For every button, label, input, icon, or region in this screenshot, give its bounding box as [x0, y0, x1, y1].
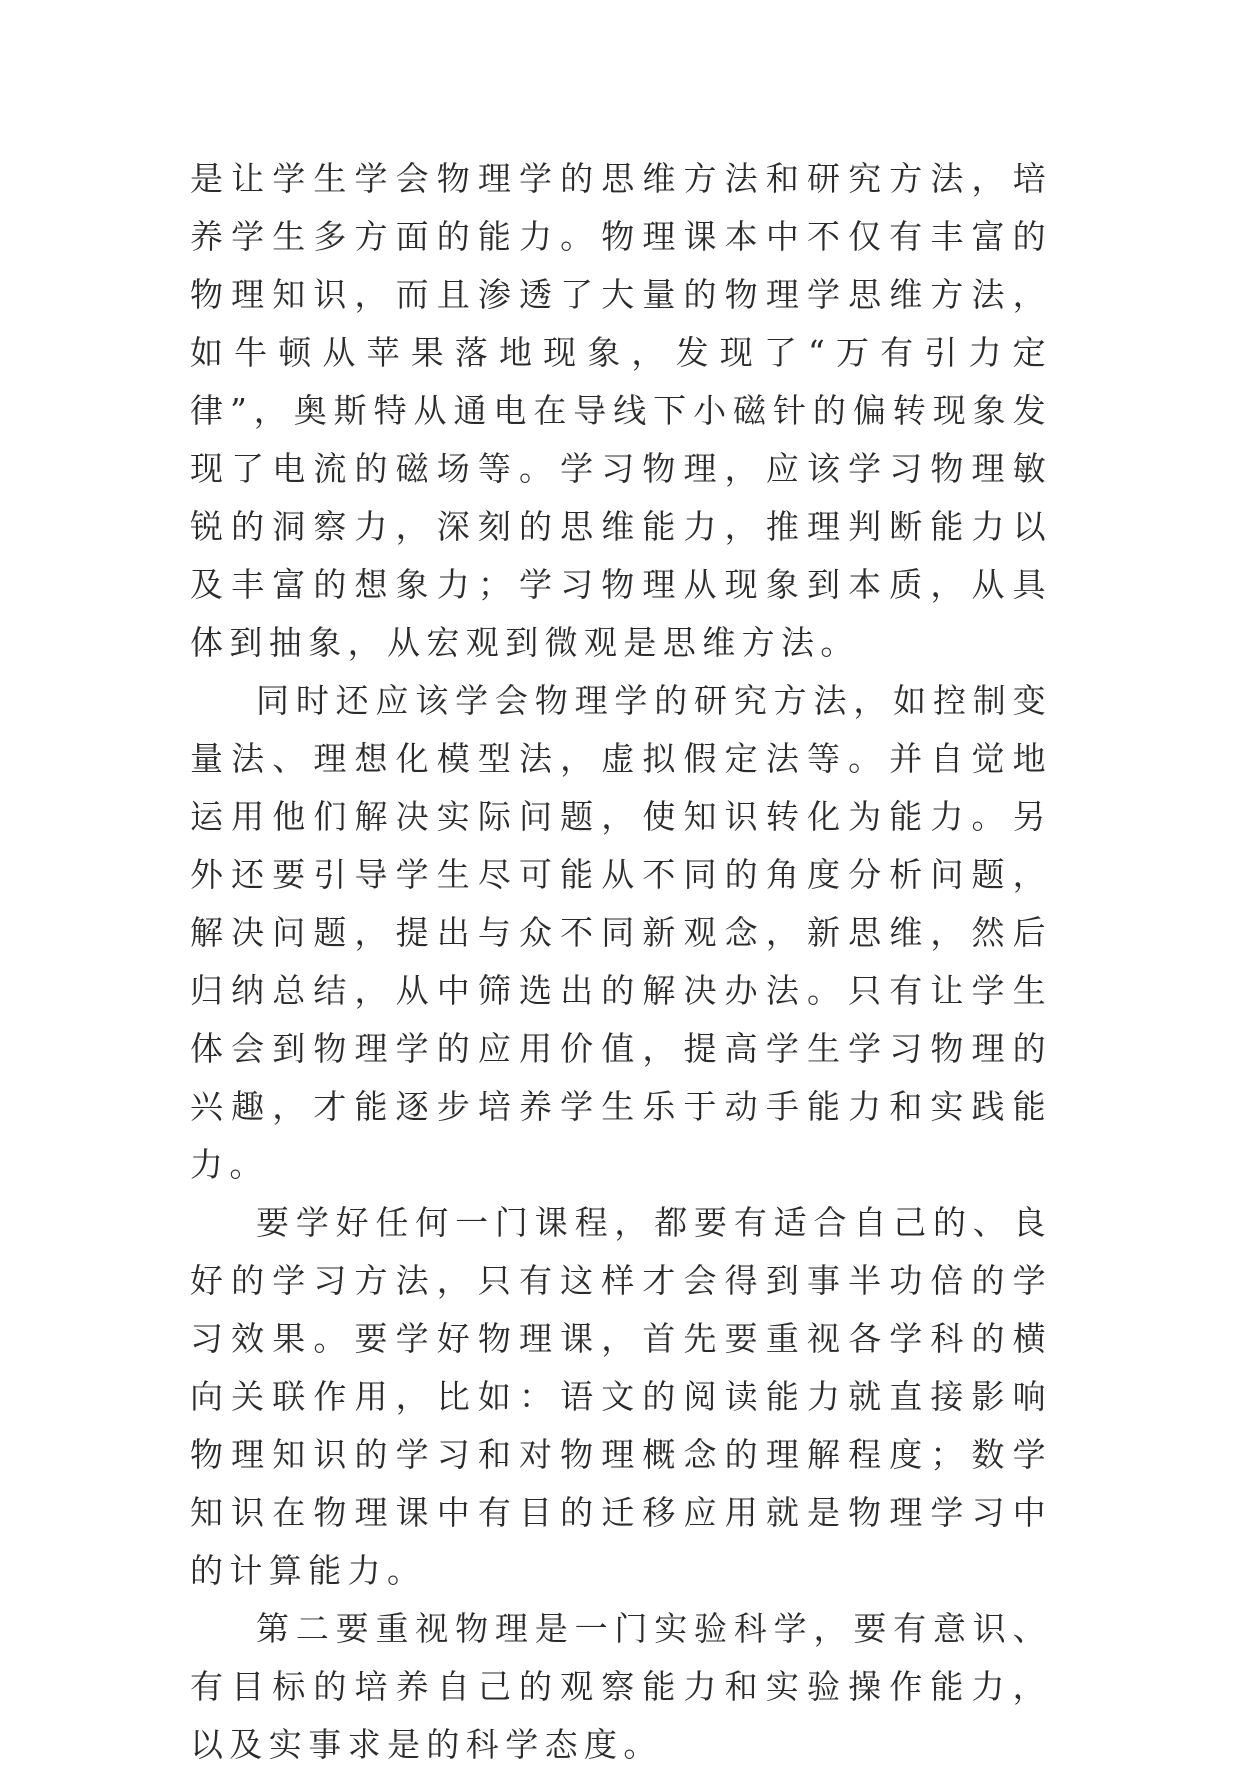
body-text	[190, 150, 1052, 1774]
paragraph-3: 要学好任何一门课程，都要有适合自己的、良好的学习方法，只有这样才会得到事半功倍的学习效果。要学好物理课，首先要重视各学科的横向关联作用，比如：语文的阅读能力就直接影响物理知识的学习和对物理概念的理解程度；数学知识在物理课中有目的迁移应用就是物理学习中的计算能力。	[190, 1203, 1052, 1590]
paragraph-4: 第二要重视物理是一门实验科学，要有意识、有目标的培养自己的观察能力和实验操作能力，以及实事求是的科学态度。	[190, 1609, 1052, 1764]
paragraph-2: 同时还应该学会物理学的研究方法，如控制变量法、理想化模型法，虚拟假定法等。并自觉地运用他们解决实际问题，使知识转化为能力。另外还要引导学生尽可能从不同的角度分析问题，解决问题，提出与众不同新观念，新思维，然后归纳总结，从中筛选出的解决办法。只有让学生体会到物理学的应用价值，提高学生学习物理的兴趣，才能逐步培养学生乐于动手能力和实践能力。	[190, 681, 1052, 1184]
paragraph-1: 是让学生学会物理学的思维方法和研究方法，培养学生多方面的能力。物理课本中不仅有丰富的物理知识，而且渗透了大量的物理学思维方法，如牛顿从苹果落地现象，发现了“万有引力定律”，奥斯特从通电在导线下小磁针的偏转现象发现了电流的磁场等。学习物理，应该学习物理敏锐的洞察力，深刻的思维能力，推理判断能力以及丰富的想象力；学习物理从现象到本质，从具体到抽象，从宏观到微观是思维方法。	[190, 159, 1052, 662]
